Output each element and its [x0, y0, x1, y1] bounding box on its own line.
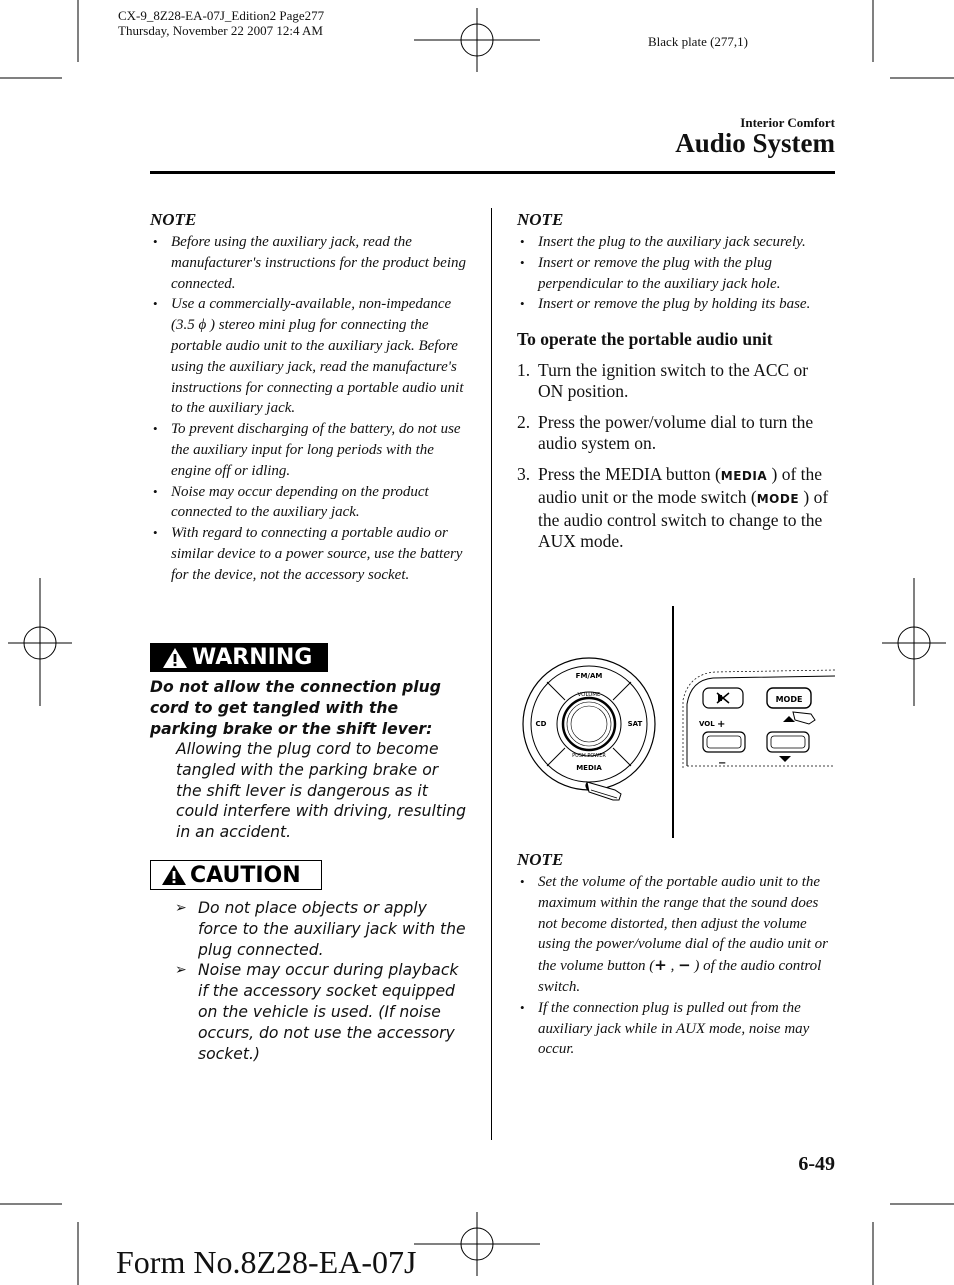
step-text: Press the MEDIA button ( [538, 464, 721, 485]
right-column-note2 [517, 850, 835, 1060]
caution-banner [150, 860, 322, 890]
dial-cd-label: CD [535, 720, 547, 728]
note-list [517, 232, 835, 315]
caution-label: CAUTION [190, 862, 301, 888]
form-number: Form No.8Z28-EA-07J [116, 1244, 417, 1280]
step-item [517, 360, 835, 402]
note-item: • Insert or remove the plug by holding its base. [517, 294, 835, 315]
caution-item: ➢ Noise may occur during playback if the accessory socket equipped on the vehicle is used. (If noise occurs, do not use the accessory socket.) [172, 960, 468, 1064]
left-column [150, 210, 468, 586]
print-file-info [118, 8, 324, 38]
step-text: Press the power/volume dial to turn the audio system on. [538, 412, 814, 454]
note-item: • Insert or remove the plug with the plug perpendicular to the auxiliary jack hole. [517, 253, 835, 295]
dial-push-power-label: PUSH POWER [572, 753, 606, 759]
note-item: • Before using the auxiliary jack, read the manufacturer's instructions for the product being connected. [150, 232, 468, 294]
switch-vol-label: VOL [699, 720, 715, 728]
warning-heading: Do not allow the connection plug cord to get tangled with the parking brake or the shift lever: [150, 678, 441, 738]
header-rule [150, 171, 835, 174]
print-file-name: CX-9_8Z28-EA-07J_Edition2 Page277 [118, 8, 325, 23]
media-key-symbol: MEDIA [720, 469, 768, 484]
procedure-title: To operate the portable audio unit [517, 329, 773, 350]
step-text: ) of the audio unit or the mode switch ( [538, 464, 823, 508]
note-item: • With regard to connecting a portable audio or similar device to a power source, use the battery for the device, not the accessory socket. [150, 523, 468, 585]
step-number: 1. [517, 360, 531, 381]
dial-media-label: MEDIA [576, 764, 602, 772]
right-column [517, 210, 835, 562]
step-item [517, 464, 835, 552]
warning-icon [162, 647, 188, 669]
note-title: NOTE [150, 210, 197, 229]
page-number: 6-49 [798, 1153, 835, 1175]
note-item: • Use a commercially-available, non-impedance (3.5 ϕ ) stereo mini plug for connecting the portable audio unit to the auxiliary jack. Before using the auxiliary jack, read the manufacture's instructions for connecting a portable audio unit to the auxiliary jack. [150, 294, 468, 419]
note-text: , [666, 958, 679, 975]
volume-down-symbol: − [678, 956, 691, 975]
dial-volume-label: VOLUME [577, 692, 601, 698]
print-timestamp: Thursday, November 22 2007 12:4 AM [118, 23, 323, 38]
section-label: Interior Comfort [740, 115, 835, 130]
procedure-steps [517, 360, 835, 552]
caution-item: ➢ Do not place objects or apply force to the auxiliary jack with the plug connected. [172, 898, 468, 960]
note-item [517, 872, 835, 998]
plate-label: Black plate (277,1) [648, 34, 748, 49]
audio-controls-illustration [517, 604, 835, 840]
audio-dial [523, 658, 655, 800]
note-title: NOTE [517, 210, 564, 229]
note-item: • Noise may occur depending on the product connected to the auxiliary jack. [150, 482, 468, 524]
dial-fmam-label: FM/AM [575, 672, 603, 680]
note-title: NOTE [517, 850, 564, 869]
warning-label: WARNING [192, 645, 313, 670]
steering-audio-switch [683, 670, 835, 769]
warning-banner [150, 643, 328, 672]
step-item [517, 412, 835, 454]
note-item: • To prevent discharging of the battery, do not use the auxiliary input for long periods with the engine off or idling. [150, 419, 468, 481]
warning-body: Allowing the plug cord to become tangled with the parking brake or the shift lever is dangerous as it could interfere with driving, resulting in an accident. [176, 740, 467, 842]
note-text: Set the volume of the portable audio unit to the maximum within the range that the sound does not become distorted, then adjust the volume using the power/volume dial of the audio unit or the volume button ( [538, 874, 828, 975]
step-text: ) of the audio control switch to change to the AUX mode. [538, 487, 829, 552]
note-list [150, 232, 468, 586]
note-list [517, 872, 835, 1060]
switch-plus-symbol: + [717, 719, 726, 730]
note-item: • Insert the plug to the auxiliary jack securely. [517, 232, 835, 253]
column-divider [491, 208, 492, 1140]
caution-list [172, 898, 468, 1064]
step-text: Turn the ignition switch to the ACC or ON position. [538, 360, 809, 402]
mode-key-symbol: MODE [756, 492, 800, 507]
step-number: 2. [517, 412, 531, 433]
dial-sat-label: SAT [627, 720, 643, 728]
page-title: Audio System [675, 128, 835, 158]
note-item: • If the connection plug is pulled out from the auxiliary jack while in AUX mode, noise may occur. [517, 998, 835, 1060]
caution-icon [161, 864, 187, 886]
step-number: 3. [517, 464, 531, 485]
volume-up-symbol: + [654, 956, 667, 975]
switch-minus-symbol: − [718, 758, 727, 769]
note-text: ) of the audio control switch. [538, 958, 822, 995]
switch-mode-label: MODE [775, 695, 803, 704]
